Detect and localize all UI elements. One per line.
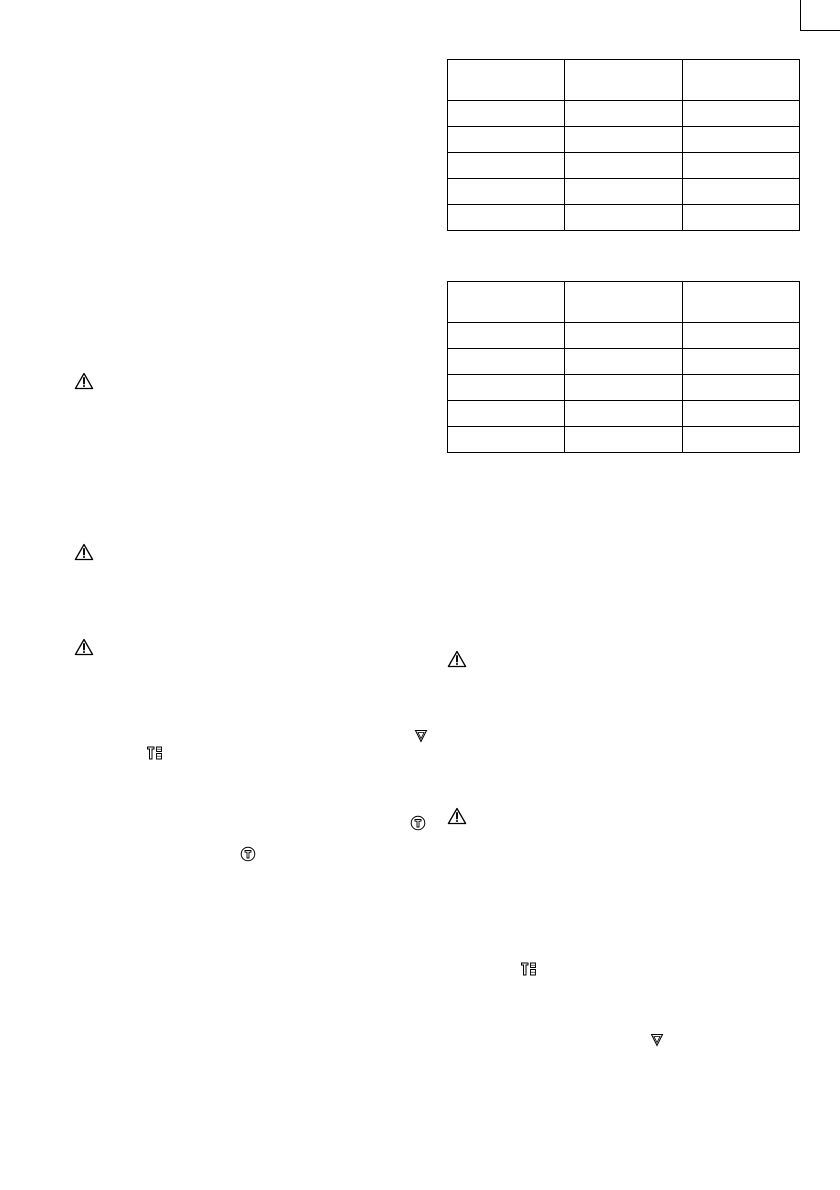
table-row <box>448 323 800 349</box>
table-cell <box>448 349 565 375</box>
table-cell <box>682 179 799 205</box>
table-cell <box>448 205 565 231</box>
table-cell <box>565 401 682 427</box>
circle-bit-icon <box>240 846 256 862</box>
table-cell <box>565 179 682 205</box>
table-cell <box>448 127 565 153</box>
table-cell <box>565 375 682 401</box>
bit-vee-icon <box>650 1033 664 1047</box>
table-header-cell <box>565 60 682 101</box>
warning-icon <box>447 650 467 668</box>
table-header-row <box>448 60 800 101</box>
table-row <box>448 101 800 127</box>
table-header-cell <box>448 282 565 323</box>
table-cell <box>682 401 799 427</box>
table-cell <box>682 349 799 375</box>
warning-icon <box>74 543 94 561</box>
table-row <box>448 349 800 375</box>
spec-table-2 <box>447 281 800 453</box>
table-cell <box>565 127 682 153</box>
table-cell <box>448 101 565 127</box>
bit-vee-icon <box>414 729 428 743</box>
table-cell <box>448 153 565 179</box>
warning-icon <box>447 807 467 825</box>
table-row <box>448 127 800 153</box>
table-cell <box>565 323 682 349</box>
crop-mark-vertical <box>800 0 801 30</box>
table-cell <box>448 375 565 401</box>
circle-bit-icon <box>410 815 426 831</box>
table-row <box>448 401 800 427</box>
table-cell <box>682 205 799 231</box>
table-row <box>448 205 800 231</box>
table-row <box>448 427 800 453</box>
table-row <box>448 153 800 179</box>
table-cell <box>682 427 799 453</box>
table-cell <box>448 323 565 349</box>
table-header-cell <box>565 282 682 323</box>
table-header-row <box>448 282 800 323</box>
spec-table-1 <box>447 59 800 231</box>
warning-icon <box>74 638 94 656</box>
table-cell <box>565 153 682 179</box>
table-cell <box>448 179 565 205</box>
crop-mark-horizontal <box>800 30 840 31</box>
table-cell <box>682 375 799 401</box>
table-header-cell <box>682 282 799 323</box>
table-header-cell <box>448 60 565 101</box>
table-cell <box>565 101 682 127</box>
screw-bits-icon <box>146 745 164 761</box>
table-row <box>448 375 800 401</box>
table-cell <box>682 153 799 179</box>
table-row <box>448 179 800 205</box>
table-cell <box>682 127 799 153</box>
table-cell <box>565 349 682 375</box>
table-cell <box>448 427 565 453</box>
table-cell <box>565 205 682 231</box>
table-cell <box>565 427 682 453</box>
warning-icon <box>74 372 94 390</box>
table-cell <box>682 101 799 127</box>
table-cell <box>448 401 565 427</box>
screw-bits-icon <box>520 961 538 977</box>
table-cell <box>682 323 799 349</box>
table-header-cell <box>682 60 799 101</box>
